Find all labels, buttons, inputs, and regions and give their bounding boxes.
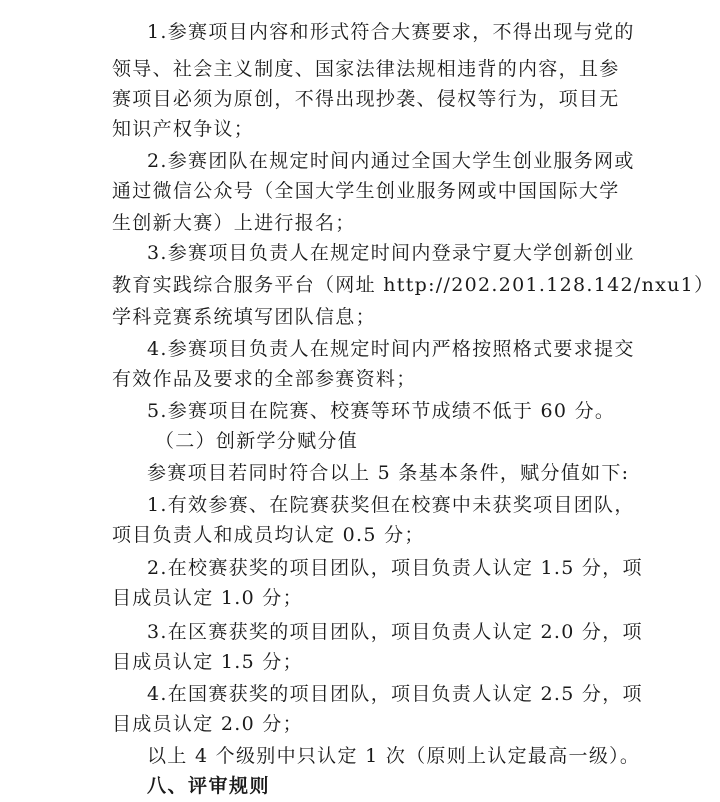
text-line: 5.参赛项目在院赛、校赛等环节成绩不低于 60 分。 <box>147 400 616 422</box>
text-line: 3.参赛项目负责人在规定时间内登录宁夏大学创新创业 <box>147 242 635 264</box>
text-line: 项目负责人和成员均认定 0.5 分； <box>112 524 425 546</box>
text-line: 以上 4 个级别中只认定 1 次（原则上认定最高一级）。 <box>147 745 641 767</box>
text-line: 领导、社会主义制度、国家法律法规相违背的内容，且参 <box>112 58 620 80</box>
text-line: 通过微信公众号（全国大学生创业服务网或中国国际大学 <box>112 180 620 202</box>
chapter-heading: 八、评审规则 <box>147 775 271 797</box>
text-line: 1.参赛项目内容和形式符合大赛要求，不得出现与党的 <box>147 21 635 43</box>
text-line: 4.参赛项目负责人在规定时间内严格按照格式要求提交 <box>147 338 635 360</box>
text-line: 目成员认定 1.0 分； <box>112 587 303 609</box>
text-line: 3.在区赛获奖的项目团队，项目负责人认定 2.0 分，项 <box>147 621 643 643</box>
text-line: 2.在校赛获奖的项目团队，项目负责人认定 1.5 分，项 <box>147 557 643 579</box>
text-line: 学科竞赛系统填写团队信息； <box>112 306 376 328</box>
text-line: 4.在国赛获奖的项目团队，项目负责人认定 2.5 分，项 <box>147 683 643 705</box>
text-line: 教育实践综合服务平台（网址 http://202.201.128.142/nxu1） <box>112 274 715 296</box>
text-line: 参赛项目若同时符合以上 5 条基本条件，赋分值如下: <box>147 462 630 484</box>
text-line: 1.有效参赛、在院赛获奖但在校赛中未获奖项目团队， <box>147 494 635 516</box>
text-line: 生创新大赛）上进行报名； <box>112 212 356 234</box>
text-line: 知识产权争议； <box>112 118 255 140</box>
text-line: 赛项目必须为原创，不得出现抄袭、侵权等行为，项目无 <box>112 88 620 110</box>
text-line: 有效作品及要求的全部参赛资料； <box>112 368 417 390</box>
section-heading: （二）创新学分赋分值 <box>155 430 359 452</box>
text-line: 2.参赛团队在规定时间内通过全国大学生创业服务网或 <box>147 150 635 172</box>
text-line: 目成员认定 2.0 分； <box>112 713 303 735</box>
text-line: 目成员认定 1.5 分； <box>112 651 303 673</box>
